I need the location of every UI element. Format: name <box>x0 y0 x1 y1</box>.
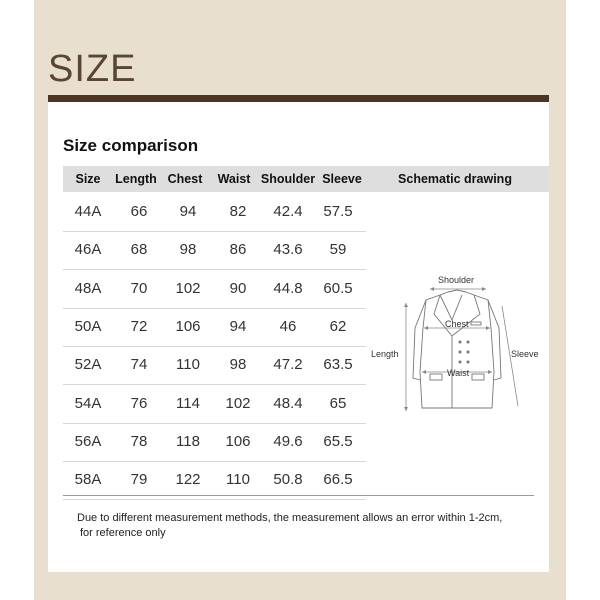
cell-shoulder: 47.2 <box>273 356 303 374</box>
cell-length: 68 <box>130 241 148 259</box>
cell-length: 79 <box>130 471 148 489</box>
cell-sleeve: 65.5 <box>323 432 353 450</box>
cell-waist: 82 <box>229 203 247 220</box>
column-header-length: Length <box>115 172 157 186</box>
note-line-1: Due to different measurement methods, the measurement allows an error within 1-2cm, <box>77 512 503 524</box>
cell-sleeve: 57.5 <box>323 203 353 220</box>
cell-shoulder: 48.4 <box>273 394 303 412</box>
measurement-note <box>77 511 527 541</box>
cell-sleeve: 62 <box>329 317 347 335</box>
cell-length: 66 <box>130 203 148 220</box>
cell-length: 74 <box>130 356 148 374</box>
column-header-sleeve: Sleeve <box>322 172 362 186</box>
cell-size: 58A <box>74 471 102 489</box>
cell-size: 56A <box>74 432 102 450</box>
cell-length: 78 <box>130 432 148 450</box>
cell-shoulder: 43.6 <box>273 241 303 259</box>
cell-waist: 98 <box>229 356 247 374</box>
cell-shoulder: 50.8 <box>273 471 303 489</box>
page-title: SIZE <box>48 48 137 90</box>
cell-sleeve: 60.5 <box>323 279 353 297</box>
cell-shoulder: 46 <box>279 317 297 335</box>
cell-size: 52A <box>74 356 102 374</box>
length-label: Length <box>371 349 399 359</box>
section-title: Size comparison <box>63 136 199 155</box>
cell-chest: 118 <box>176 432 200 450</box>
cell-size: 50A <box>74 317 102 335</box>
cell-length: 70 <box>130 279 148 297</box>
cell-size: 44A <box>74 203 102 220</box>
cell-sleeve: 65 <box>329 394 347 412</box>
cell-size: 48A <box>74 279 102 297</box>
cell-sleeve: 63.5 <box>323 356 353 374</box>
cell-waist: 106 <box>225 432 251 450</box>
cell-chest: 106 <box>175 317 201 335</box>
table-bottom-divider <box>63 495 534 496</box>
cell-waist: 86 <box>229 241 247 259</box>
cell-waist: 94 <box>229 317 247 335</box>
column-header-chest: Chest <box>167 172 203 186</box>
cell-length: 72 <box>130 317 148 335</box>
cell-chest: 114 <box>176 394 200 412</box>
cell-waist: 110 <box>226 471 250 489</box>
cell-shoulder: 44.8 <box>273 279 303 297</box>
cell-shoulder: 42.4 <box>273 203 303 220</box>
column-header-waist: Waist <box>217 172 251 186</box>
cell-size: 46A <box>74 241 102 259</box>
column-header-size: Size <box>75 172 101 186</box>
cell-waist: 90 <box>229 279 247 297</box>
cell-chest: 110 <box>176 356 200 374</box>
title-underline-bar <box>48 95 549 102</box>
cell-shoulder: 49.6 <box>273 432 303 450</box>
cell-size: 54A <box>74 394 102 412</box>
cell-waist: 102 <box>225 394 251 412</box>
waist-label: Waist <box>447 368 470 378</box>
cell-chest: 94 <box>179 203 197 220</box>
column-header-shoulder: Shoulder <box>260 172 316 186</box>
jacket-schematic-drawing <box>368 268 544 416</box>
cell-sleeve: 66.5 <box>323 471 353 489</box>
column-header-schematic: Schematic drawing <box>398 172 512 186</box>
shoulder-label: Shoulder <box>438 275 475 285</box>
note-line-2: for reference only <box>80 527 166 539</box>
cell-chest: 98 <box>179 241 197 259</box>
cell-length: 76 <box>130 394 148 412</box>
cell-chest: 102 <box>175 279 201 297</box>
chest-label: Chest <box>445 319 469 329</box>
cell-sleeve: 59 <box>329 241 347 259</box>
cell-chest: 122 <box>175 471 201 489</box>
sleeve-label: Sleeve <box>511 349 539 359</box>
